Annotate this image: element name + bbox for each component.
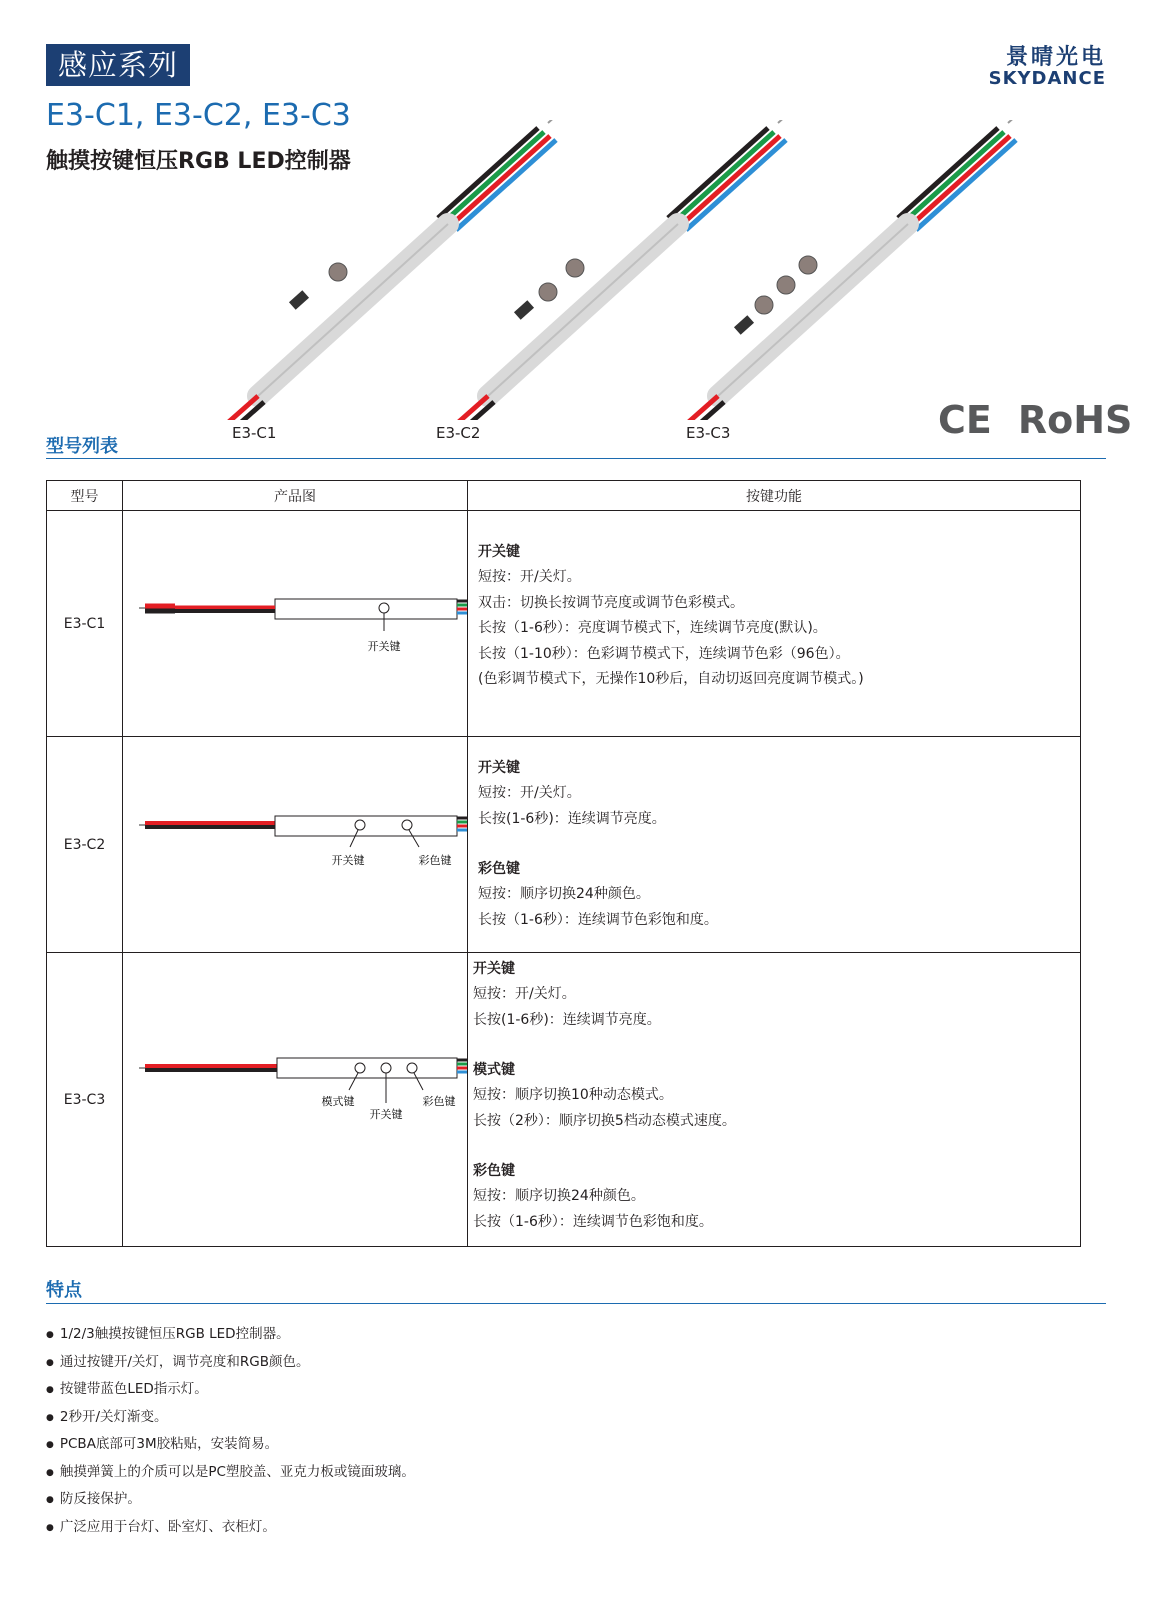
function-line: 长按(1-6秒)：连续调节亮度。 bbox=[478, 810, 666, 827]
ce-mark: CE bbox=[938, 398, 992, 442]
rgb-wires bbox=[457, 818, 467, 830]
rohs-mark: RoHS bbox=[1017, 398, 1133, 442]
function-heading: 开关键 bbox=[473, 961, 515, 977]
function-line: 短按：顺序切换24种颜色。 bbox=[473, 1188, 645, 1204]
certification-marks bbox=[938, 398, 1132, 442]
diagram-cell bbox=[123, 737, 468, 953]
button-marker bbox=[379, 603, 389, 613]
diagram-cell bbox=[123, 953, 468, 1247]
product-subtitle: 触摸按键恒压RGB LED控制器 bbox=[46, 149, 351, 174]
function-line: 长按（1-6秒）：亮度调节模式下，连续调节亮度(默认)。 bbox=[478, 620, 827, 636]
feature-item: ● PCBA底部可3M胶粘贴，安装简易。 bbox=[46, 1432, 415, 1460]
function-heading: 彩色键 bbox=[473, 1163, 515, 1179]
photo-label: E3-C2 bbox=[436, 424, 481, 442]
function-line: 长按（1-6秒）：连续调节色彩饱和度。 bbox=[478, 911, 718, 928]
feature-item: ● 广泛应用于台灯、卧室灯、衣柜灯。 bbox=[46, 1515, 415, 1543]
model-cell: E3-C2 bbox=[47, 737, 123, 953]
function-cell bbox=[468, 511, 1081, 737]
function-cell bbox=[468, 953, 1081, 1247]
rgb-wires bbox=[457, 1060, 467, 1072]
diagram-cell bbox=[123, 511, 468, 737]
photo-e3-c1 bbox=[188, 120, 598, 420]
function-line: 短按：顺序切换10种动态模式。 bbox=[473, 1087, 673, 1103]
column-header: 产品图 bbox=[123, 481, 468, 511]
models-title: E3-C1, E3-C2, E3-C3 bbox=[46, 98, 351, 133]
feature-item: ● 通过按键开/关灯，调节亮度和RGB颜色。 bbox=[46, 1350, 415, 1378]
photo-e3-c2 bbox=[418, 120, 828, 420]
function-line: 长按(1-6秒)：连续调节亮度。 bbox=[473, 1011, 661, 1028]
button-marker bbox=[407, 1063, 417, 1073]
controller-diagram bbox=[123, 737, 467, 952]
function-line: 短按：开/关灯。 bbox=[478, 569, 581, 585]
features-list bbox=[46, 1322, 415, 1542]
button-label: 开关键 bbox=[369, 1108, 403, 1121]
function-line: 长按（1-10秒）：色彩调节模式下，连续调节色彩（96色）。 bbox=[478, 645, 850, 662]
button-label: 彩色键 bbox=[418, 854, 452, 867]
function-line: 长按（2秒）：顺序切换5档动态模式速度。 bbox=[473, 1112, 736, 1129]
column-header: 型号 bbox=[47, 481, 123, 511]
photo-label: E3-C3 bbox=[686, 424, 731, 442]
function-line: (色彩调节模式下，无操作10秒后，自动切返回亮度调节模式。) bbox=[478, 671, 864, 687]
function-cell bbox=[468, 737, 1081, 953]
feature-item: ● 按键带蓝色LED指示灯。 bbox=[46, 1377, 415, 1405]
table-row bbox=[47, 953, 1081, 1247]
feature-item: ● 防反接保护。 bbox=[46, 1487, 415, 1515]
function-heading: 开关键 bbox=[478, 544, 520, 560]
function-line: 长按（1-6秒）：连续调节色彩饱和度。 bbox=[473, 1213, 713, 1230]
model-list-title: 型号列表 bbox=[46, 436, 118, 457]
button-marker bbox=[381, 1063, 391, 1073]
photo-label: E3-C1 bbox=[232, 424, 277, 442]
column-header: 按键功能 bbox=[468, 481, 1081, 511]
photo-e3-c3 bbox=[648, 120, 1058, 420]
table-row bbox=[47, 737, 1081, 953]
function-heading: 彩色键 bbox=[478, 861, 520, 877]
section-divider bbox=[46, 458, 1106, 459]
rgb-wires bbox=[457, 601, 467, 613]
button-label: 开关键 bbox=[331, 854, 365, 867]
function-line: 短按：顺序切换24种颜色。 bbox=[478, 886, 650, 902]
button-marker bbox=[355, 820, 365, 830]
model-cell: E3-C3 bbox=[47, 953, 123, 1247]
feature-item: ● 触摸弹簧上的介质可以是PC塑胶盖、亚克力板或镜面玻璃。 bbox=[46, 1460, 415, 1488]
series-badge: 感应系列 bbox=[46, 44, 190, 86]
feature-item: ● 1/2/3触摸按键恒压RGB LED控制器。 bbox=[46, 1322, 415, 1350]
table-header-row bbox=[47, 481, 1081, 511]
controller-diagram bbox=[123, 511, 467, 736]
function-heading: 模式键 bbox=[473, 1062, 515, 1078]
section-divider bbox=[46, 1303, 1106, 1304]
function-line: 双击：切换长按调节亮度或调节色彩模式。 bbox=[478, 594, 744, 611]
model-table bbox=[46, 480, 1081, 1247]
button-label: 开关键 bbox=[367, 640, 401, 653]
function-line: 短按：开/关灯。 bbox=[473, 986, 576, 1002]
controller-diagram bbox=[123, 953, 467, 1246]
button-label: 模式键 bbox=[321, 1095, 355, 1108]
button-marker bbox=[355, 1063, 365, 1073]
features-title: 特点 bbox=[46, 1280, 82, 1301]
table-row bbox=[47, 511, 1081, 737]
function-line: 短按：开/关灯。 bbox=[478, 785, 581, 801]
button-marker bbox=[402, 820, 412, 830]
product-photos bbox=[0, 120, 1170, 420]
brand-name-cn: 景晴光电 bbox=[1005, 45, 1106, 70]
button-label: 彩色键 bbox=[422, 1095, 456, 1108]
brand-name-en: SKYDANCE bbox=[988, 68, 1106, 89]
feature-item: ● 2秒开/关灯渐变。 bbox=[46, 1405, 415, 1433]
model-cell: E3-C1 bbox=[47, 511, 123, 737]
function-heading: 开关键 bbox=[478, 760, 520, 776]
